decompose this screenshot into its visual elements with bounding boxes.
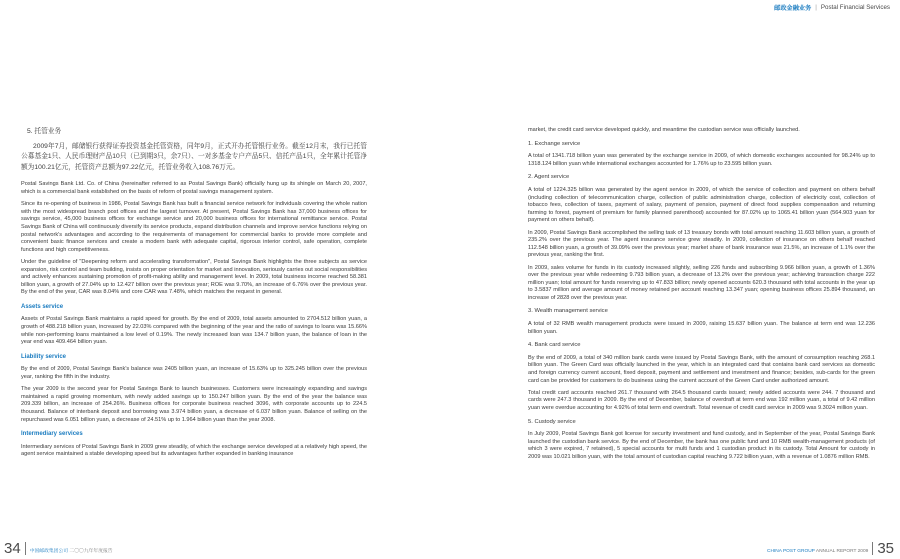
agent-paragraph-1: A total of 1224.325 billion was generated by the agent service in 2009, of which the service of collection and payment on others behalf (including collection of telecommunication charge, collection of public administration charge, collection of electricity cost, collection of tobacco fees, collection of taxes, payment of salary, payment of pension, payment of direct food supplies compensation and returning farming to forest, payment of premium for family planned parenthood) accounted for 87.02% up to 1065.41 billion yuan (564.903 yuan for payment on others behalf). xyxy=(528,186,875,224)
footer-right xyxy=(767,541,894,556)
intro-paragraph-3: Under the guideline of "Deepening reform and accelerating transformation", Postal Savings Bank highlights the three subjects as service expansion, risk control and team building, insists on proper orientation for market and innovation, seriously carries out social responsibilities and actively enhances sustaining promotion of profit-making ability and management level. In 2009, total business income reached 58.381 billion yuan, a growth of 27.04% up to 12.427 billion over the previous year; ROE was 9.70%, an increase of 6.76% over the previous year. By the end of the year, CAR was 8.04% and core CAR was 7.48%, which matches the request in general. xyxy=(21,258,367,296)
footer-org-en xyxy=(767,549,868,554)
label-agent-service: 2. Agent service xyxy=(528,174,570,181)
right-column xyxy=(528,127,875,466)
wealth-paragraph: A total of 32 RMB wealth management products were issued in 2009, raising 15.637 billion yuan. The balance at term end was 12.236 billion yuan. xyxy=(528,321,875,335)
org-name-en: CHINA POST GROUP xyxy=(766,549,815,554)
section-title-en: Postal Financial Services xyxy=(820,4,890,11)
continued-paragraph: market, the credit card service developed quickly, and meantime the custodian service was officially launched. xyxy=(528,127,800,133)
heading-intermediary-services: Intermediary services xyxy=(21,431,83,438)
heading-assets-service: Assets service xyxy=(21,303,64,310)
report-title-en: ANNUAL REPORT 2009 xyxy=(815,549,869,554)
bank-card-paragraph-2: Total credit card accounts reached 261.7 thousand with 264.5 thousand cards issued; newly added accounts were 244. 7 thousand and cards were 247.3 thousand in 2009. By the end of December, balance of overdraft at term end was 192 million yuan, a total of 9.42 million yuan were overdue accounting for 4.92% of total term end overdraft. Total revenue of credit card service in 2009 was 9.3024 million yuan. xyxy=(528,389,875,411)
agent-paragraph-2: In 2009, Postal Savings Bank accomplished the selling task of 13 treasury bonds with total amount reaching 11.603 billion yuan, a growth of 235.2% over the previous year. The agent insurance service grew steadily. In 2009, collection of insurance on others behalf reached 112.548 billion yuan, a growth of 39.09% over the previous year; market share of bank insurance was 21.5%, an increase of 1.1% over the previous year, ranking the first. xyxy=(528,229,875,259)
chinese-summary xyxy=(21,127,367,173)
page-number-right: 35 xyxy=(877,540,894,557)
cn-section-title: 5. 托管业务 xyxy=(27,128,62,135)
page-number-left: 34 xyxy=(4,540,21,557)
label-custody-service: 5. Custody service xyxy=(528,418,576,425)
heading-liability-service: Liability service xyxy=(21,353,67,360)
cn-paragraph: 2009年7月，邮储银行获得证券投资基金托管资格，同年9月，正式开办托管银行业务。截至12月末，我行已托管公募基金1只、人民币理财产品10只（已到期3只，余7只）、一对多基金专户产品5只、信托产品1只，全年累计托管净额为100.21亿元，托管资产总额为97.22亿元，托管业务收入108.76万元。 xyxy=(21,142,367,171)
liability-paragraph-1: By the end of 2009, Postal Savings Bank's balance was 2405 billion yuan, an increase of 15.63% up to 325.245 billion over the previous year, ranking the fifth in the industry. xyxy=(21,366,367,381)
agent-paragraph-3: In 2009, sales volume for funds in its custody increased slightly, selling 226 funds and subscribing 9.966 billion yuan, a growth of 1.36% over the previous year while redeeming 9.793 billion yuan, a decrease of 13.2% over the previous year; achieving transaction charge 222 million yuan; total amount for funds reserving up to 47.833 billion; newly opened accounts 620.3 thousand with total accounts in the year up to 3.5837 million and average amount of money retained per account reaching 13.347 yuan; opening business offices 25.894 thousand, an increase of 2828 over the previous year. xyxy=(528,264,875,301)
liability-paragraph-2: The year 2009 is the second year for Postal Savings Bank to launch businesses. Customers were increasingly expanding and savings maintained a rapid growing momentum, with newly added savings up to 150.247 billion yuan. By the end of the year the balance was 209.339 billion, an increase of 254.26%. Business offices for corporate business reached 3096, with corporate accounts up to 224.5 thousand. Balance of interbank deposit and borrowing was 3.974 billion yuan, a decrease of 6.037 billion yuan. Balance of selling on the repurchased was 6.051 billion yuan, a decrease of 24.51% up to 1.964 billion yuan than the year 2008. xyxy=(21,386,367,423)
assets-paragraph: Assets of Postal Savings Bank maintains a rapid speed for growth. By the end of 2009, total assets amounted to 2704.512 billion yuan, a growth of 488.218 billion yuan, increased by 22.03% compared with the beginning of the year and the ratio of savings to loans was 15.66% while non-performing loans maintained a low level of 0.19%. The newly increased loan was 134.7 billion yuan, the balance of loan in the year end was 409.464 billion yuan. xyxy=(21,316,367,346)
exchange-paragraph: A total of 1341.718 billion yuan was generated by the exchange service in 2009, of which domestic exchanges accounted for 98.24% up to 1318.124 billion yuan while international exchanges accounted for 1.76% up to 23.595 billion yuan. xyxy=(528,153,875,167)
label-bank-card-service: 4. Bank card service xyxy=(528,342,581,349)
bank-card-paragraph-1: By the end of 2009, a total of 340 million bank cards were issued by Postal Savings Bank, with the amount of consumption reaching 268.1 billion yuan. The Green Card was officially launched in the year, which is an integrated card that contains bank card services as domestic and foreign currency current account, fixed deposit, payment and settlement and investment and finance; besides, sub-cards for the green card can be provided for customers to do business using the current account of the Green Card under authorized amount. xyxy=(528,354,875,384)
label-exchange-service: 1. Exchange service xyxy=(528,140,581,147)
intro-paragraph-2: Since its re-opening of business in 1986, Postal Savings Bank has built a financial service network for individuals covering the whole nation with the most widespread branch post offices and the largest turnover. At present, Postal Savings Bank has 37,000 business offices for savings service, 45,000 business offices for exchange service and 20,000 business offices for international remittance service. Postal Savings Bank of China will continuously diversify its service products, expand distribution channels and improve service functions relying on postal network's advantages and according to the requirements of management for commercial banks to provide more complete and convenient basic finance services and create a modern bank with adequate capital, rigorous interior control, safe operation, complete functions and high competitiveness. xyxy=(21,201,367,253)
footer-divider-left xyxy=(25,542,26,555)
left-column xyxy=(21,127,367,464)
header-divider: | xyxy=(815,4,817,11)
footer-divider-right xyxy=(872,542,873,555)
page-header xyxy=(774,3,890,12)
report-title-cn: 二〇〇九年年度报告 xyxy=(69,549,113,554)
org-name-cn: 中国邮政集团公司 xyxy=(29,549,69,554)
intro-paragraph-1: Postal Savings Bank Ltd. Co. of China (hereinafter referred to as Postal Savings Bank) officially hung up its shingle on March 20, 2007, which is a commercial bank established on the basis of reform of postal savings management system. xyxy=(21,181,367,195)
section-title-cn: 邮政金融业务 xyxy=(774,5,812,12)
custody-paragraph: In July 2009, Postal Savings Bank got license for security investment and fund custody, and in September of the year, Postal Savings Bank launched the custodian bank service. By the end of December, the bank has one public fund and 10 RMB wealth-management products (of which 3 were expired, 7 retained), 5 special accounts for multi funds and 1 custodian product in its custody. Total Amount for custody in 2009 was 10.021 billion yuan, with the total amount of custodian capital reaching 9.722 billion yuan, with a revenue of 1.0876 million RMB. xyxy=(528,431,875,460)
intermediary-paragraph: Intermediary services of Postal Savings Bank in 2009 grew steadily, of which the exchange service developed at a relatively high speed, the agent service maintained a stable developing speed but its advantages further expanded in banking insurance xyxy=(21,443,367,458)
label-wealth-management: 3. Wealth management service xyxy=(528,308,608,315)
footer-org-cn xyxy=(30,547,113,554)
footer-left xyxy=(4,541,113,556)
